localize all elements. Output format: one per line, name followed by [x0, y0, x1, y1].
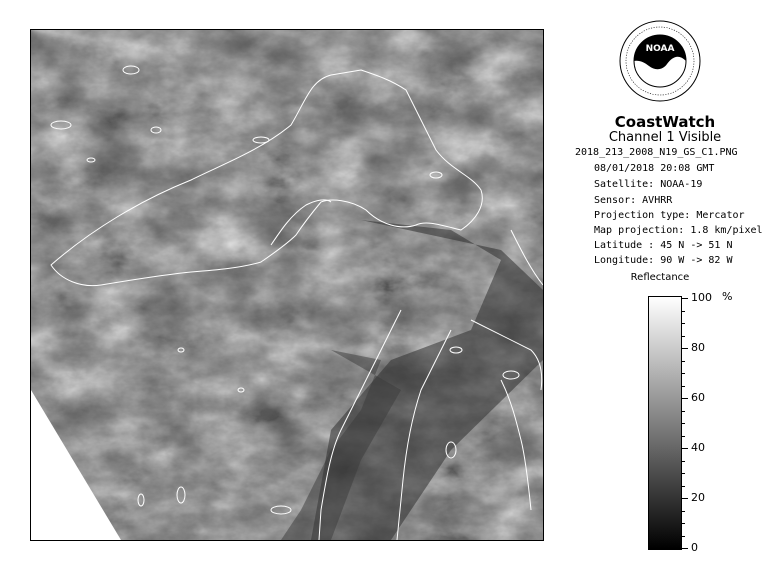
colorbar-unit: % — [722, 290, 733, 303]
longitude-label: Longitude: 90 W -> 82 W — [594, 255, 733, 266]
colorbar-tick — [682, 348, 688, 349]
colorbar-minor-tick — [682, 386, 685, 387]
colorbar-minor-tick — [682, 336, 685, 337]
satellite-map — [30, 29, 544, 541]
colorbar-minor-tick — [682, 373, 685, 374]
colorbar-tick-label: 40 — [691, 441, 705, 454]
reflectance-colorbar — [648, 296, 682, 550]
colorbar-tick — [682, 298, 688, 299]
filename-label: 2018_213_2008_N19_GS_C1.PNG — [575, 147, 738, 158]
colorbar-minor-tick — [682, 436, 685, 437]
noaa-logo-text: NOAA — [645, 44, 675, 54]
latitude-label: Latitude : 45 N -> 51 N — [594, 240, 733, 251]
colorbar-minor-tick — [682, 486, 685, 487]
colorbar-minor-tick — [682, 323, 685, 324]
colorbar-minor-tick — [682, 511, 685, 512]
colorbar-tick-label: 0 — [691, 541, 698, 554]
colorbar-minor-tick — [682, 523, 685, 524]
colorbar-tick-label: 60 — [691, 391, 705, 404]
colorbar-tick — [682, 398, 688, 399]
colorbar-tick-label: 80 — [691, 341, 705, 354]
satellite-imagery — [31, 30, 543, 540]
colorbar-minor-tick — [682, 361, 685, 362]
channel-label: Channel 1 Visible — [608, 130, 722, 145]
colorbar-minor-tick — [682, 473, 685, 474]
sensor-label: Sensor: AVHRR — [594, 195, 673, 206]
colorbar-tick-label: 100 — [691, 291, 712, 304]
brand-title: CoastWatch — [614, 113, 716, 131]
datetime-label: 08/01/2018 20:08 GMT — [594, 163, 715, 174]
colorbar-tick — [682, 548, 688, 549]
satellite-label: Satellite: NOAA-19 — [594, 179, 703, 190]
colorbar-minor-tick — [682, 311, 685, 312]
map-projection-label: Map projection: 1.8 km/pixel — [594, 225, 763, 236]
colorbar-minor-tick — [682, 423, 685, 424]
colorbar-tick — [682, 498, 688, 499]
colorbar-tick-label: 20 — [691, 491, 705, 504]
projection-type-label: Projection type: Mercator — [594, 210, 745, 221]
colorbar-minor-tick — [682, 411, 685, 412]
colorbar-tick — [682, 448, 688, 449]
colorbar-minor-tick — [682, 461, 685, 462]
colorbar-title: Reflectance — [630, 272, 690, 283]
noaa-seal-icon — [619, 20, 701, 102]
colorbar-minor-tick — [682, 536, 685, 537]
